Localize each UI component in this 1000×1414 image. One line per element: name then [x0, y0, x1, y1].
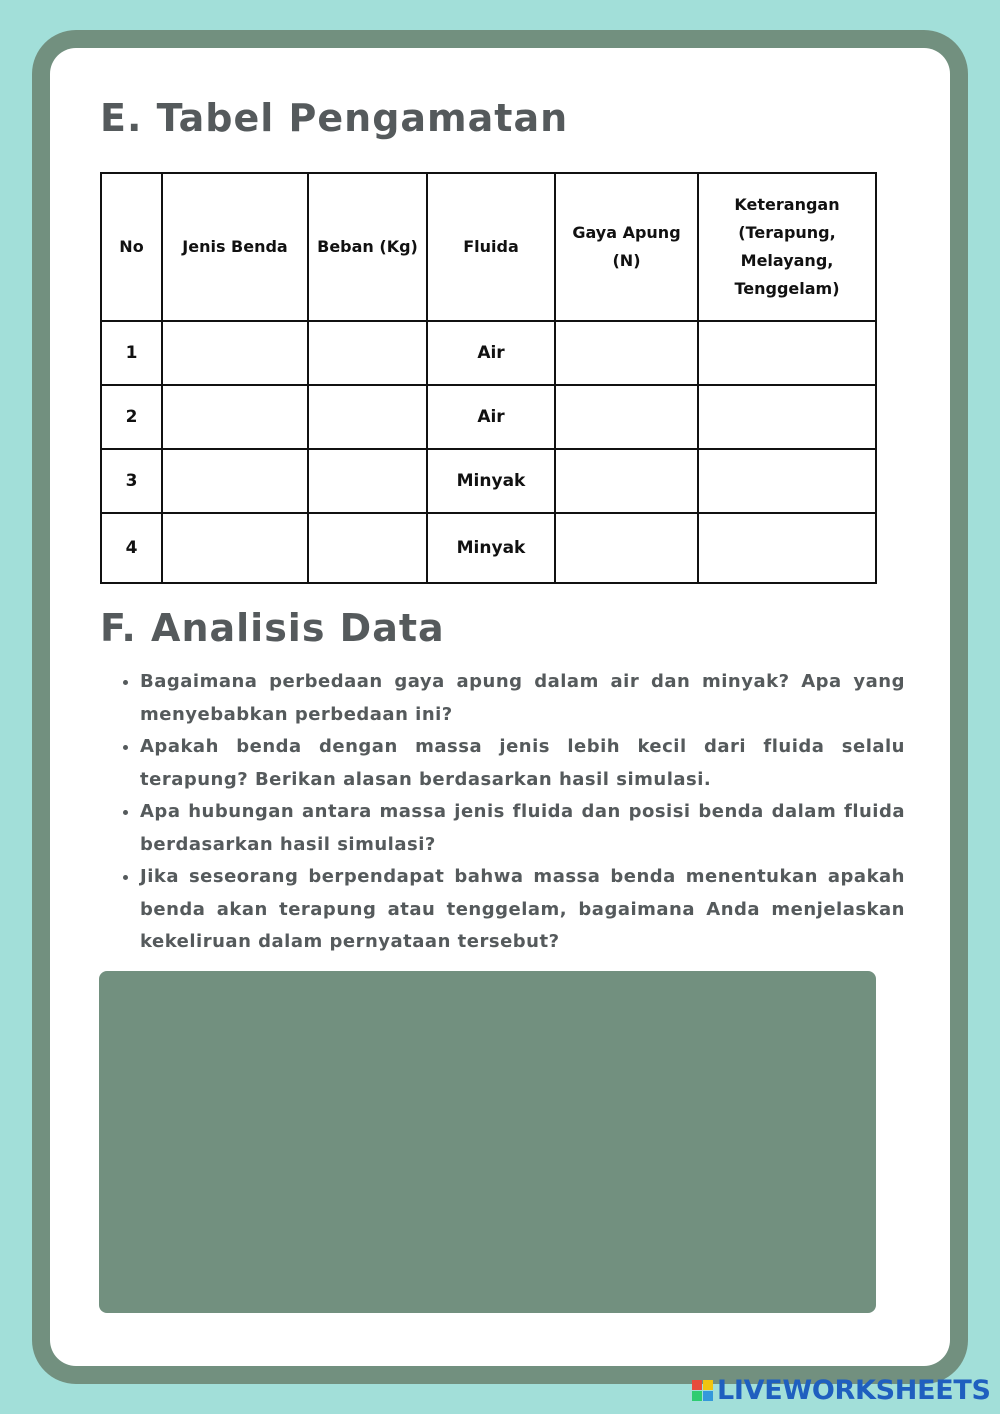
table-row	[101, 385, 876, 449]
cell-beban-input[interactable]	[308, 513, 427, 583]
section-f-title: F. Analisis Data	[100, 606, 445, 650]
cell-no: 3	[101, 449, 162, 513]
cell-gaya-apung-input[interactable]	[555, 321, 698, 385]
cell-fluida: Minyak	[427, 449, 555, 513]
header-jenis-benda: Jenis Benda	[162, 173, 308, 321]
cell-gaya-apung-input[interactable]	[555, 513, 698, 583]
brand-text: LIVEWORKSHEETS	[717, 1374, 991, 1406]
header-keterangan: Keterangan (Terapung, Melayang, Tenggelam)	[698, 173, 876, 321]
header-fluida: Fluida	[427, 173, 555, 321]
cell-keterangan-input[interactable]	[698, 385, 876, 449]
cell-jenis-benda-input[interactable]	[162, 385, 308, 449]
cell-fluida: Minyak	[427, 513, 555, 583]
cell-beban-input[interactable]	[308, 385, 427, 449]
cell-fluida: Air	[427, 321, 555, 385]
list-item: • Apa hubungan antara massa jenis fluida dan posisi benda dalam fluida berdasarkan hasil simulasi?	[140, 796, 905, 861]
header-gaya-apung: Gaya Apung (N)	[555, 173, 698, 321]
logo-square-yellow	[703, 1380, 713, 1390]
logo-square-red	[692, 1380, 702, 1390]
logo-square-green	[692, 1391, 702, 1401]
cell-jenis-benda-input[interactable]	[162, 321, 308, 385]
cell-no: 2	[101, 385, 162, 449]
liveworksheets-brand	[692, 1374, 991, 1406]
cell-gaya-apung-input[interactable]	[555, 449, 698, 513]
cell-fluida: Air	[427, 385, 555, 449]
list-item: • Jika seseorang berpendapat bahwa massa benda menentukan apakah benda akan terapung atau tenggelam, bagaimana Anda menjelaskan kekeliruan dalam pernyataan tersebut?	[140, 861, 905, 959]
cell-keterangan-input[interactable]	[698, 321, 876, 385]
cell-beban-input[interactable]	[308, 449, 427, 513]
cell-keterangan-input[interactable]	[698, 513, 876, 583]
table-row	[101, 449, 876, 513]
table-row	[101, 321, 876, 385]
list-item: • Bagaimana perbedaan gaya apung dalam air dan minyak? Apa yang menyebabkan perbedaan ini?	[140, 666, 905, 731]
answer-text-area[interactable]	[99, 971, 876, 1313]
liveworksheets-logo-icon	[692, 1380, 713, 1401]
header-no: No	[101, 173, 162, 321]
cell-no: 4	[101, 513, 162, 583]
cell-gaya-apung-input[interactable]	[555, 385, 698, 449]
logo-square-blue	[703, 1391, 713, 1401]
cell-no: 1	[101, 321, 162, 385]
section-e-title: E. Tabel Pengamatan	[100, 96, 569, 140]
table-header-row	[101, 173, 876, 321]
cell-keterangan-input[interactable]	[698, 449, 876, 513]
cell-jenis-benda-input[interactable]	[162, 449, 308, 513]
cell-jenis-benda-input[interactable]	[162, 513, 308, 583]
analysis-question-list	[110, 666, 905, 959]
cell-beban-input[interactable]	[308, 321, 427, 385]
list-item: • Apakah benda dengan massa jenis lebih kecil dari fluida selalu terapung? Berikan alasan berdasarkan hasil simulasi.	[140, 731, 905, 796]
observation-table	[100, 172, 877, 584]
header-beban: Beban (Kg)	[308, 173, 427, 321]
table-row	[101, 513, 876, 583]
